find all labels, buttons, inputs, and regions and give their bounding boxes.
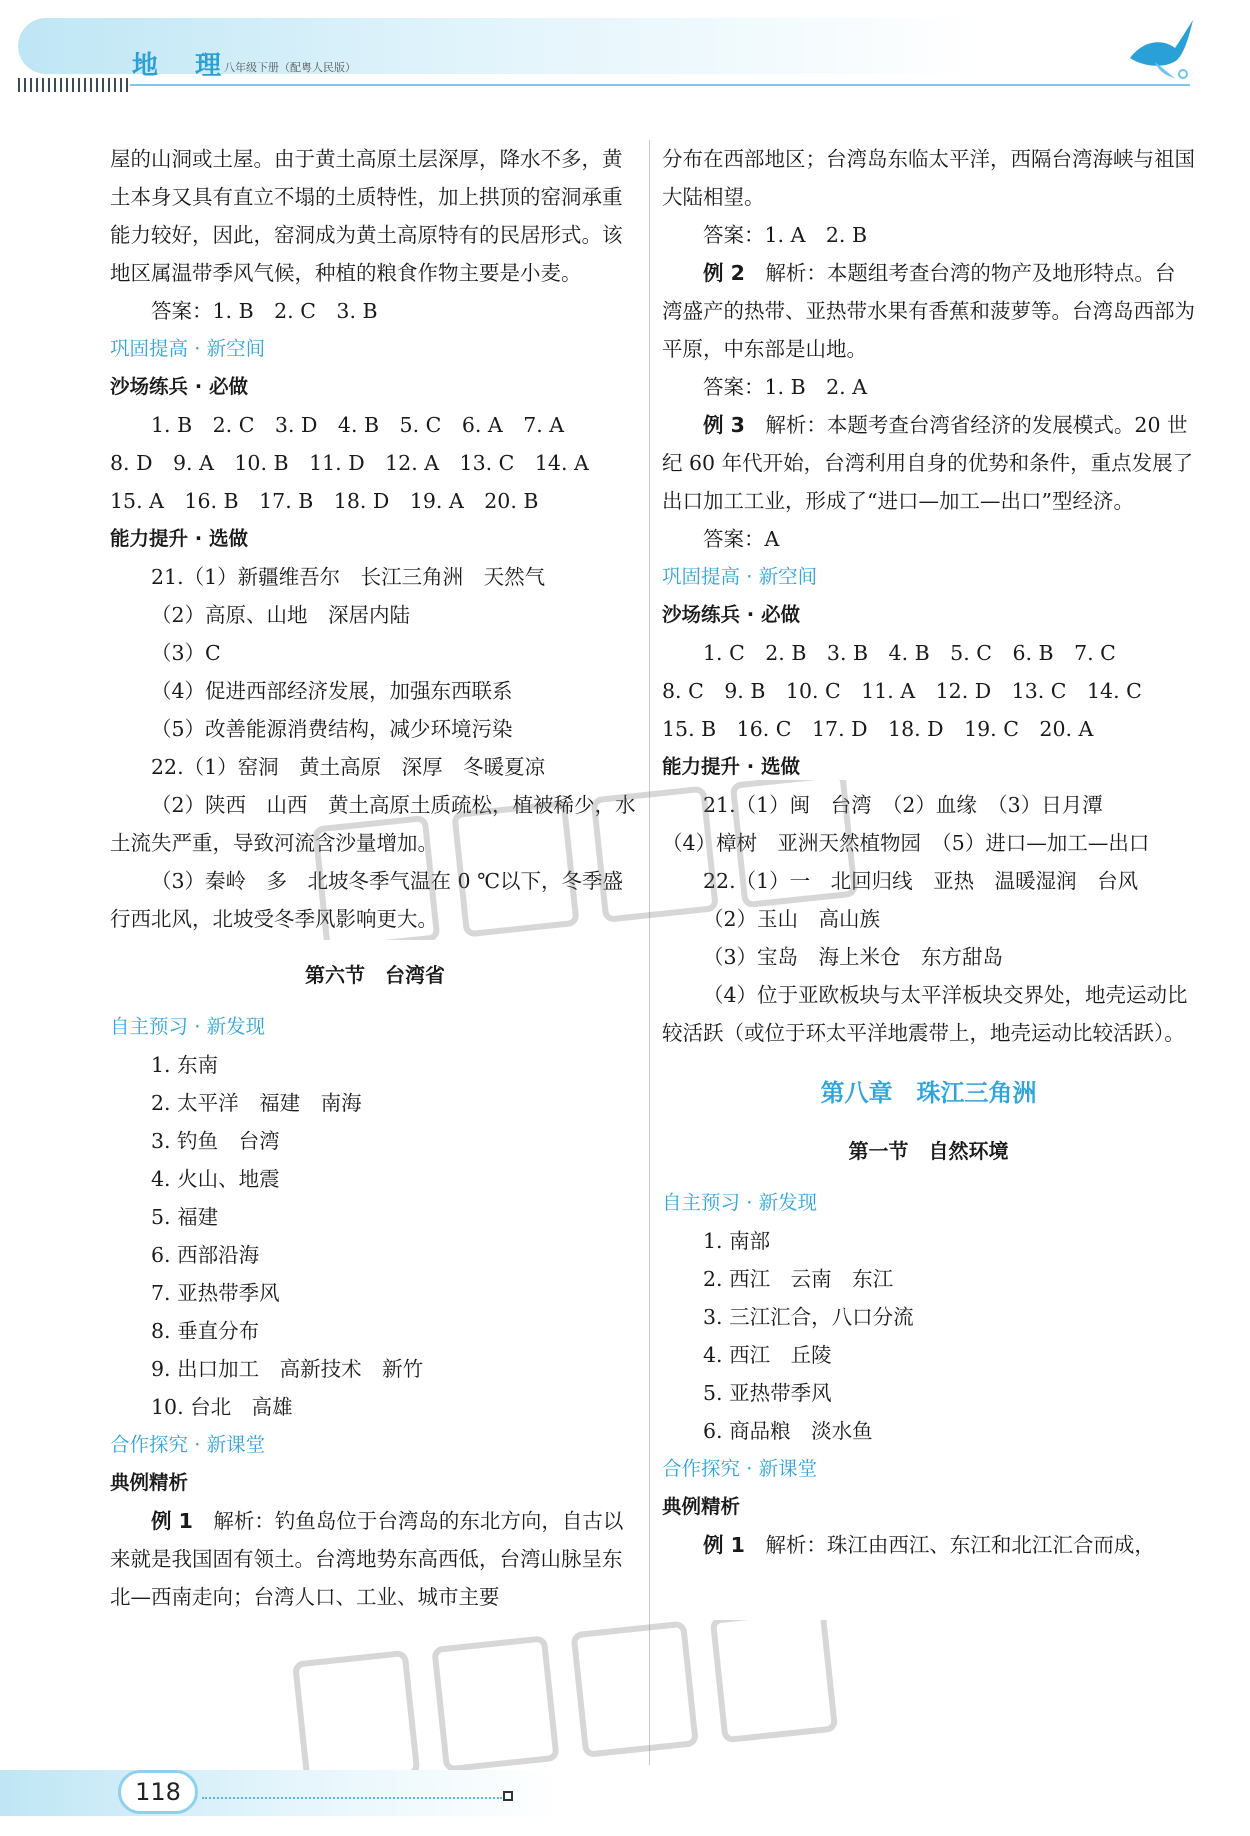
right-q21-2: （4）樟树 亚洲天然植物园 （5）进口—加工—出口 <box>662 831 1150 855</box>
left-q21-2: （2）高原、山地 深居内陆 <box>151 603 411 627</box>
watermark-graphic <box>300 780 900 940</box>
right-sec-hezuo: 合作探究 · 新课堂 <box>662 1457 818 1480</box>
section6-title: 第六节 台湾省 <box>305 963 445 987</box>
right-sub-shachang: 沙场练兵 · 必做 <box>662 603 800 626</box>
column-divider <box>649 140 650 1765</box>
left-mc-line3: 15. A 16. B 17. B 18. D 19. A 20. B <box>110 489 539 513</box>
right-preview-item: 4. 西江 丘陵 <box>703 1343 832 1367</box>
right-ex3-label: 例 3 <box>703 413 745 437</box>
left-q21-4: （4）促进西部经济发展，加强东西联系 <box>151 679 513 703</box>
right-ex2-text: 解析：本题组考查台湾的物产及地形特点。台湾盛产的热带、亚热带水果有香蕉和菠萝等。台湾岛西部为平原，中东部是山地。 <box>662 261 1195 361</box>
left-sec-hezuo: 合作探究 · 新课堂 <box>110 1433 266 1456</box>
footer-dotted-rule <box>202 1797 502 1799</box>
right-sec-gonggu: 巩固提高 · 新空间 <box>662 565 818 588</box>
right-example-1 <box>662 1526 1195 1564</box>
left-q22-1: 22.（1）窑洞 黄土高原 深厚 冬暖夏凉 <box>151 755 546 779</box>
right-q22-2: （2）玉山 高山族 <box>703 907 881 931</box>
header-rule <box>130 84 1190 86</box>
left-preview-item: 8. 垂直分布 <box>151 1319 260 1343</box>
swallow-logo-icon <box>1125 18 1195 80</box>
left-preview-item: 4. 火山、地震 <box>151 1167 280 1191</box>
left-preview-item: 5. 福建 <box>151 1205 219 1229</box>
footer-band <box>0 1770 560 1816</box>
right-ex2-label: 例 2 <box>703 261 745 285</box>
left-sub-dianli: 典例精析 <box>110 1471 189 1494</box>
right-ex1-label: 例 1 <box>703 1533 745 1557</box>
right-answer-e3: 答案：A <box>703 527 780 551</box>
header-subject: 地 理 <box>132 51 236 81</box>
right-preview-item: 1. 南部 <box>703 1229 771 1253</box>
left-preview-item: 7. 亚热带季风 <box>151 1281 280 1305</box>
right-answer-e2: 答案：1. B 2. A <box>703 375 868 399</box>
left-intro-para: 屋的山洞或土屋。由于黄土高原土层深厚，降水不多，黄土本身又具有直立不塌的土质特性，加上拱顶的窑洞承重能力较好，因此，窑洞成为黄土高原特有的民居形式。该地区属温带季风气候，种植的粮食作物主要是小麦。 <box>110 147 623 285</box>
right-q21-1: 21.（1）闽 台湾 （2）血缘 （3）日月潭 <box>703 793 1103 817</box>
left-preview-item: 1. 东南 <box>151 1053 219 1077</box>
chapter8-title: 第八章 珠江三角洲 <box>820 1079 1037 1107</box>
right-sec-zizhu: 自主预习 · 新发现 <box>662 1191 818 1214</box>
right-q22-1: 22.（1）一 北回归线 亚热 温暖湿润 台风 <box>703 869 1139 893</box>
right-preview-item: 3. 三江汇合，八口分流 <box>703 1305 914 1329</box>
right-preview-item: 6. 商品粮 淡水鱼 <box>703 1419 873 1443</box>
left-q21-1: 21.（1）新疆维吾尔 长江三角洲 天然气 <box>151 565 546 589</box>
left-preview-item: 6. 西部沿海 <box>151 1243 260 1267</box>
right-mc-line2: 8. C 9. B 10. C 11. A 12. D 13. C 14. C <box>662 679 1142 703</box>
footer-square-icon <box>503 1791 513 1801</box>
left-preview-item: 10. 台北 高雄 <box>151 1395 293 1419</box>
left-sub-shachang: 沙场练兵 · 必做 <box>110 375 248 398</box>
watermark-graphic <box>280 1620 880 1770</box>
section1-title: 第一节 自然环境 <box>848 1139 1009 1163</box>
right-ex3-text: 解析：本题考查台湾省经济的发展模式。20 世纪 60 年代开始，台湾利用自身的优势和条件，重点发展了出口加工工业，形成了“进口—加工—出口”型经济。 <box>662 413 1194 513</box>
right-preview-item: 5. 亚热带季风 <box>703 1381 832 1405</box>
left-preview-item: 2. 太平洋 福建 南海 <box>151 1091 362 1115</box>
right-q22-3: （3）宝岛 海上米仓 东方甜岛 <box>703 945 1004 969</box>
left-answer-1: 答案：1. B 2. C 3. B <box>151 299 378 323</box>
left-sec-gonggu: 巩固提高 · 新空间 <box>110 337 266 360</box>
left-mc-line1: 1. B 2. C 3. D 4. B 5. C 6. A 7. A <box>151 413 565 437</box>
right-cont-para: 分布在西部地区；台湾岛东临太平洋，西隔台湾海峡与祖国大陆相望。 <box>662 147 1195 209</box>
right-q22-4: （4）位于亚欧板块与太平洋板块交界处，地壳运动比较活跃（或位于环太平洋地震带上，地壳运动比较活跃）。 <box>662 983 1188 1045</box>
left-q21-3: （3）C <box>151 641 221 665</box>
right-mc-line3: 15. B 16. C 17. D 18. D 19. C 20. A <box>662 717 1094 741</box>
left-preview-item: 9. 出口加工 高新技术 新竹 <box>151 1357 424 1381</box>
right-mc-line1: 1. C 2. B 3. B 4. B 5. C 6. B 7. C <box>703 641 1116 665</box>
right-sub-dianli: 典例精析 <box>662 1495 741 1518</box>
left-sub-nengli: 能力提升 · 选做 <box>110 527 248 550</box>
left-example-1 <box>110 1502 640 1616</box>
right-preview-item: 2. 西江 云南 东江 <box>703 1267 894 1291</box>
right-sub-nengli: 能力提升 · 选做 <box>662 755 800 778</box>
right-ex1-text: 解析：珠江由西江、东江和北江汇合而成， <box>765 1533 1155 1557</box>
right-example-3 <box>662 406 1195 520</box>
page-number: 118 <box>118 1770 198 1814</box>
left-ex1-text: 解析：钓鱼岛位于台湾岛的东北方向，自古以来就是我国固有领土。台湾地势东高西低，台湾山脉呈东北—西南走向；台湾人口、工业、城市主要 <box>110 1509 624 1609</box>
left-q22-2: （2）陕西 山西 黄土高原土质疏松，植被稀少，水土流失严重，导致河流含沙量增加。 <box>110 793 636 855</box>
right-example-2 <box>662 254 1195 368</box>
left-ex1-label: 例 1 <box>151 1509 193 1533</box>
left-q22-3: （3）秦岭 多 北坡冬季气温在 0 ℃以下，冬季盛行西北风，北坡受冬季风影响更大。 <box>110 869 624 931</box>
header-subtitle: 八年级下册（配粤人民版） <box>224 61 356 74</box>
left-mc-line2: 8. D 9. A 10. B 11. D 12. A 13. C 14. A <box>110 451 589 475</box>
left-preview-item: 3. 钓鱼 台湾 <box>151 1129 280 1153</box>
left-q21-5: （5）改善能源消费结构，减少环境污染 <box>151 717 513 741</box>
right-answer-e1: 答案：1. A 2. B <box>703 223 868 247</box>
left-sec-zizhu: 自主预习 · 新发现 <box>110 1015 266 1038</box>
header-ticks <box>18 78 130 92</box>
